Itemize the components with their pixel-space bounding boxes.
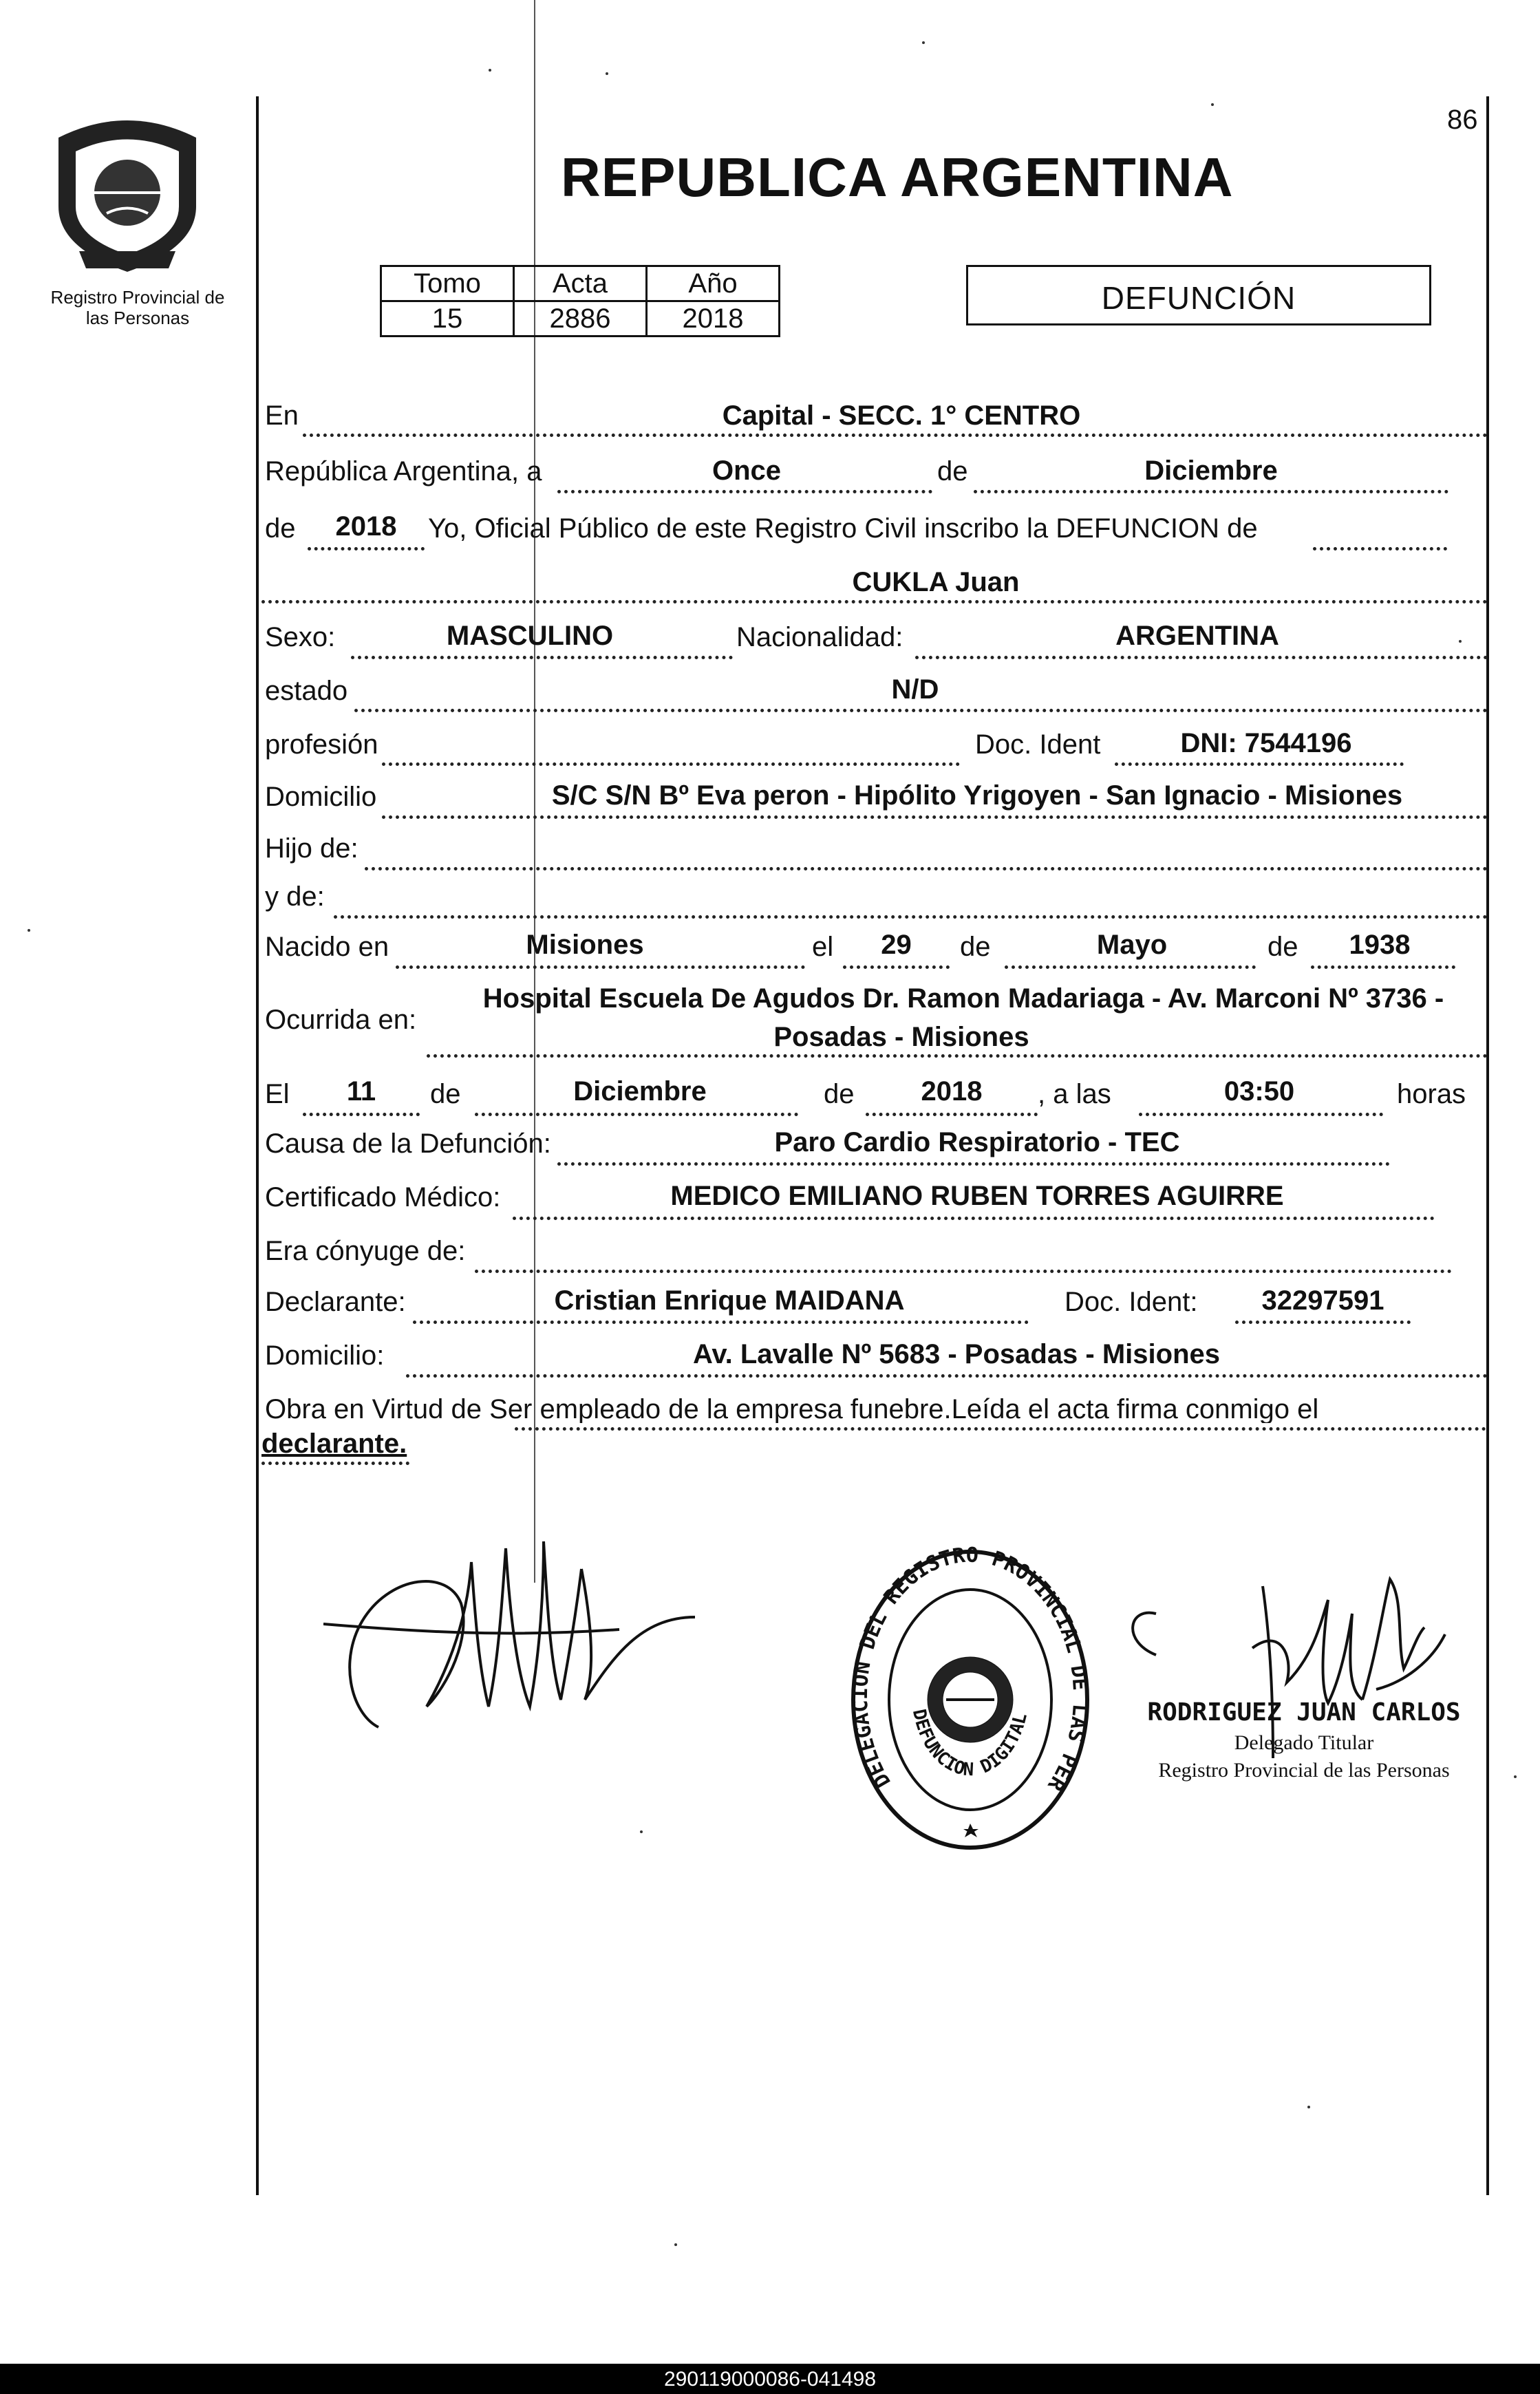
label-el: el — [812, 932, 834, 962]
value-mes-defuncion: Diciembre — [573, 1076, 707, 1107]
label-nacido-en: Nacido en — [265, 932, 389, 962]
dotline — [351, 656, 733, 659]
scan-speck — [606, 72, 608, 75]
value-estado: N/D — [891, 674, 939, 705]
value-nombre: CUKLA Juan — [852, 567, 1020, 597]
scan-speck — [489, 69, 491, 72]
label-domicilio-declarante: Domicilio: — [265, 1340, 385, 1371]
scan-speck — [28, 929, 30, 932]
value-anio-inscripcion: 2018 — [335, 511, 397, 542]
label-certificado: Certificado Médico: — [265, 1182, 501, 1212]
label-nacionalidad: Nacionalidad: — [736, 622, 903, 652]
header-acta: Acta — [514, 266, 647, 301]
obra-line-1: Obra en Virtud de Ser empleado de la empresa funebre.Leída el acta firma conmigo el — [265, 1396, 1319, 1423]
scan-speck — [674, 2243, 677, 2246]
value-sexo: MASCULINO — [446, 621, 614, 651]
value-causa: Paro Cardio Respiratorio - TEC — [774, 1127, 1180, 1157]
stamp-ring-text: DELEGACION DEL REGISTRO PROVINCIAL DE LAS PER — [848, 1543, 1092, 1795]
value-certificado: MEDICO EMILIANO RUBEN TORRES AGUIRRE — [670, 1181, 1284, 1211]
dotline — [365, 867, 1488, 870]
dotline — [354, 709, 1488, 712]
dotline — [1115, 762, 1404, 766]
dotline — [1139, 1113, 1383, 1116]
scan-speck — [640, 1830, 643, 1833]
dotline — [413, 1321, 1029, 1324]
value-anio-defuncion: 2018 — [921, 1076, 983, 1107]
value-mes: Diciembre — [1144, 456, 1278, 486]
label-horas: horas — [1397, 1079, 1466, 1109]
footer-bar — [0, 2364, 1540, 2394]
label-a-las: , a las — [1038, 1079, 1111, 1109]
declarant-signature — [323, 1521, 709, 1748]
scan-speck — [1514, 1775, 1517, 1778]
scan-speck — [1459, 640, 1462, 643]
value-doc-ident: DNI: 7544196 — [1180, 728, 1352, 758]
value-anio: 2018 — [647, 301, 780, 336]
issuer-name: Registro Provincial de las Personas — [50, 287, 225, 328]
dotline — [513, 1217, 1435, 1220]
footer-code: 290119000086-041498 — [663, 2368, 877, 2391]
value-domicilio-declarante: Av. Lavalle Nº 5683 - Posadas - Misiones — [692, 1339, 1221, 1369]
dotline — [915, 656, 1488, 659]
label-profesion: profesión — [265, 729, 378, 760]
scan-speck — [922, 41, 925, 44]
inscription-text: Yo, Oficial Público de este Registro Civil inscribo la DEFUNCION de — [428, 513, 1258, 544]
dotline — [261, 600, 1488, 603]
value-dia: Once — [712, 456, 782, 486]
label-de-2: de — [265, 513, 296, 544]
label-domicilio: Domicilio — [265, 782, 377, 812]
dotline — [557, 1162, 1390, 1166]
dotline — [382, 815, 1488, 819]
value-nacionalidad: ARGENTINA — [1115, 621, 1279, 651]
value-hora: 03:50 — [1223, 1076, 1295, 1107]
label-y-de: y de: — [265, 881, 325, 912]
label-de-5: de — [430, 1079, 461, 1109]
label-causa: Causa de la Defunción: — [265, 1129, 551, 1159]
label-doc-ident-declarante: Doc. Ident: — [1065, 1287, 1198, 1317]
value-doc-declarante: 32297591 — [1261, 1285, 1384, 1316]
page-number: 86 — [1447, 105, 1478, 135]
label-conyuge: Era cónyuge de: — [265, 1236, 466, 1266]
record-table — [380, 265, 780, 337]
label-en: En — [265, 400, 299, 431]
label-de-1: de — [937, 456, 968, 487]
left-margin-line — [256, 96, 259, 2195]
value-dia-nacimiento: 29 — [881, 930, 912, 960]
value-declarante: Cristian Enrique MAIDANA — [554, 1285, 905, 1316]
official-org: Registro Provincial de las Personas — [1158, 1759, 1450, 1782]
dotline — [334, 915, 1488, 919]
label-el-fecha: El — [265, 1079, 290, 1109]
record-type: DEFUNCIÓN — [1101, 280, 1296, 316]
obra-line-2: declarante. — [261, 1429, 407, 1459]
page-title: REPUBLICA ARGENTINA — [561, 147, 1234, 208]
value-en: Capital - SECC. 1° CENTRO — [722, 400, 1081, 431]
dotline — [1005, 965, 1256, 969]
label-de-4: de — [1268, 932, 1298, 962]
official-role: Delegado Titular — [1234, 1731, 1374, 1754]
value-ocurrida-2: Posadas - Misiones — [773, 1022, 1029, 1052]
official-name: RODRIGUEZ JUAN CARLOS — [1147, 1698, 1461, 1727]
header-anio: Año — [647, 266, 780, 301]
dotline — [1313, 547, 1447, 551]
value-dia-defuncion: 11 — [346, 1076, 376, 1107]
value-ocurrida-1: Hospital Escuela De Agudos Dr. Ramon Madariaga - Av. Marconi Nº 3736 - — [482, 983, 1444, 1014]
label-estado: estado — [265, 676, 348, 706]
right-margin-line — [1486, 96, 1489, 2195]
scan-speck — [1307, 2106, 1310, 2108]
dotline — [261, 1462, 409, 1465]
value-lugar-nacimiento: Misiones — [526, 930, 644, 960]
dotline — [406, 1374, 1488, 1378]
dotline — [515, 1427, 1486, 1431]
label-de-6: de — [824, 1079, 855, 1109]
dotline — [475, 1113, 798, 1116]
value-mes-nacimiento: Mayo — [1096, 930, 1168, 960]
label-declarante: Declarante: — [265, 1287, 406, 1317]
dotline — [382, 762, 960, 766]
dotline — [557, 490, 932, 493]
label-sexo: Sexo: — [265, 622, 336, 652]
province-seal — [38, 110, 217, 279]
dotline — [303, 434, 1488, 437]
scan-speck — [1211, 103, 1214, 106]
value-domicilio: S/C S/N Bº Eva peron - Hipólito Yrigoyen - San Ignacio - Misiones — [551, 780, 1403, 811]
label-doc-ident: Doc. Ident — [975, 729, 1101, 760]
value-tomo: 15 — [381, 301, 514, 336]
dotline — [866, 1113, 1038, 1116]
value-anio-nacimiento: 1938 — [1349, 930, 1411, 960]
record-type-box — [966, 265, 1431, 325]
dotline — [396, 965, 805, 969]
label-ocurrida: Ocurrida en: — [265, 1005, 417, 1035]
label-de-3: de — [960, 932, 991, 962]
dotline — [843, 965, 950, 969]
stamp-inner-text: DEFUNCION DIGITAL — [908, 1707, 1031, 1781]
dotline — [974, 490, 1448, 493]
header-tomo: Tomo — [381, 266, 514, 301]
dotline — [1235, 1321, 1411, 1324]
dotline — [308, 547, 425, 551]
label-republica: República Argentina, a — [265, 456, 542, 487]
dotline — [1311, 965, 1455, 969]
dotline — [475, 1270, 1452, 1273]
dotline — [427, 1054, 1488, 1058]
official-stamp — [843, 1541, 1098, 1858]
dotline — [303, 1113, 420, 1116]
label-hijo-de: Hijo de: — [265, 833, 359, 864]
value-acta: 2886 — [514, 301, 647, 336]
